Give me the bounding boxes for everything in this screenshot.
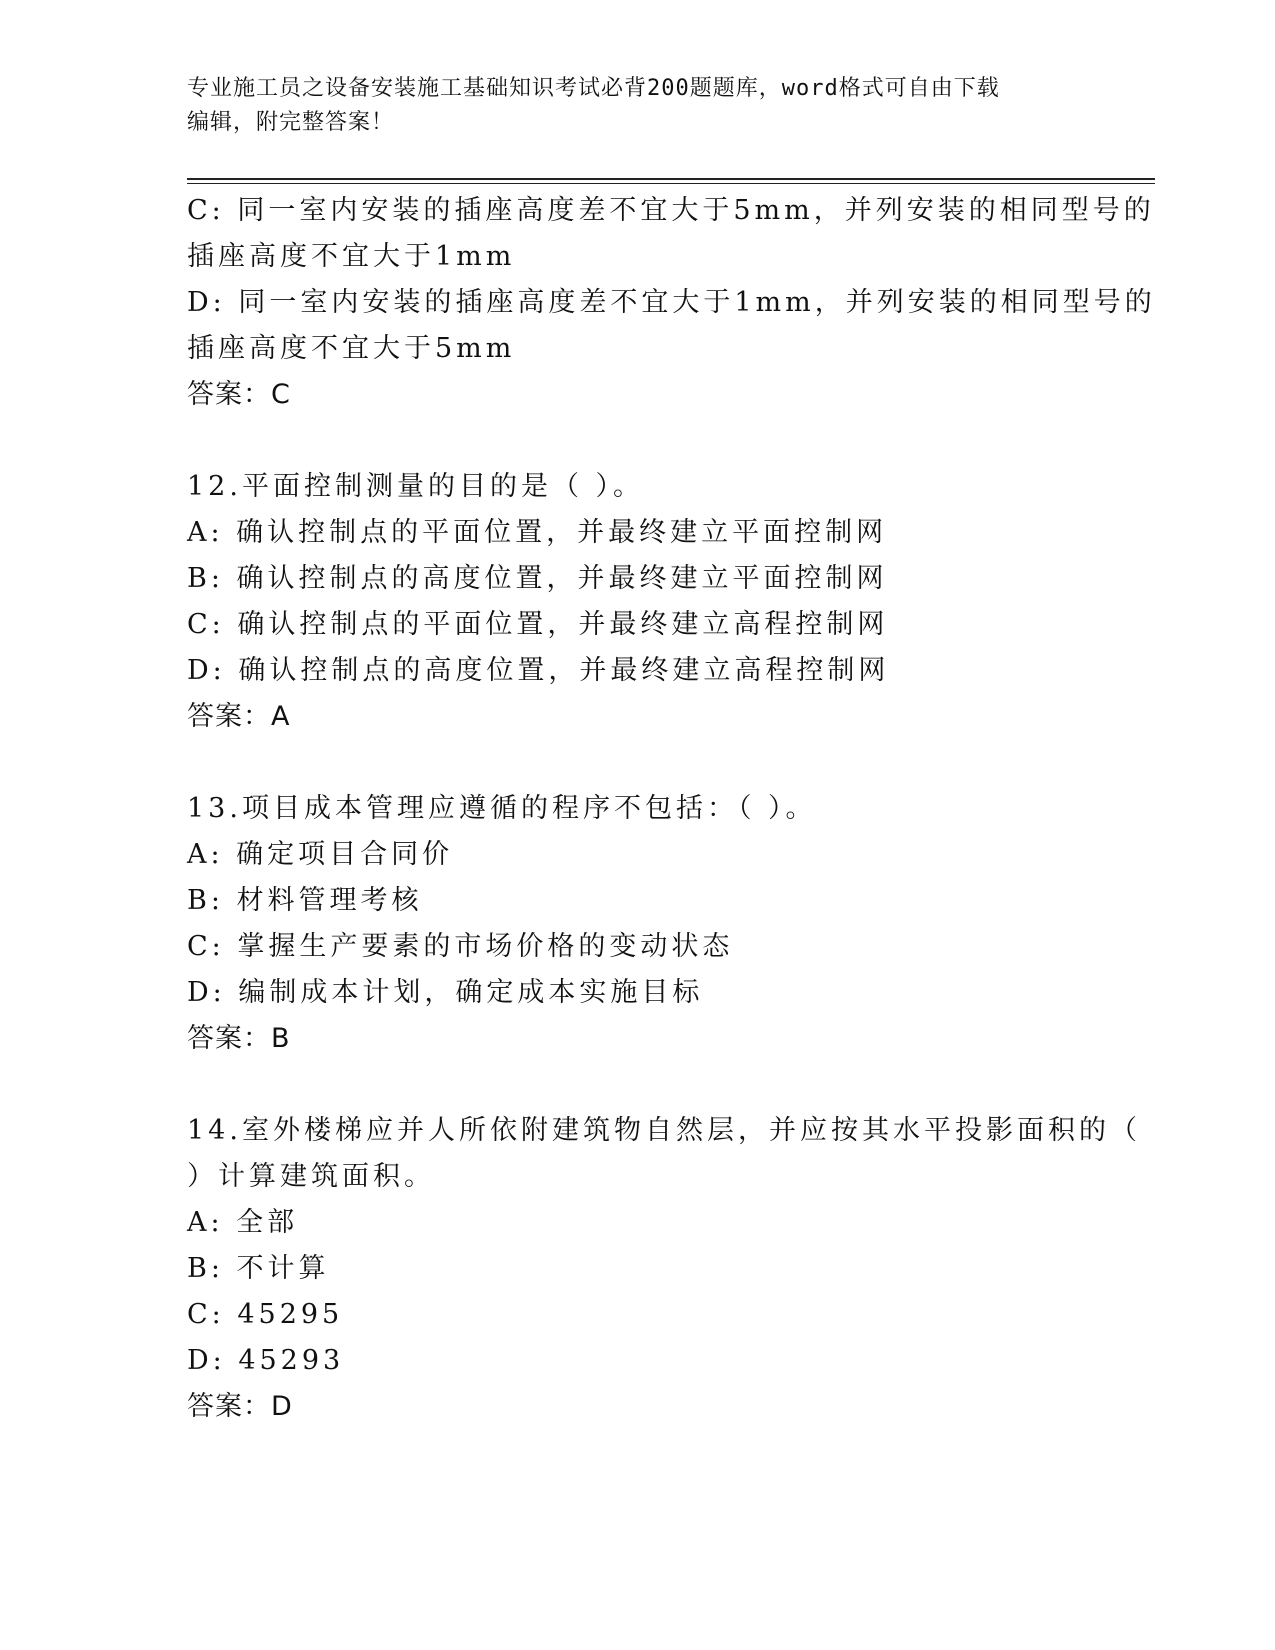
header-title-line-2: 编辑，附完整答案！	[187, 110, 395, 135]
document-header	[187, 72, 1087, 140]
answer: 答案：A	[187, 701, 291, 732]
header-rule-thick	[187, 178, 1155, 180]
option-c: C: 确认控制点的平面位置，并最终建立高程控制网	[187, 609, 889, 640]
answer: 答案：C	[187, 379, 291, 410]
question-14	[187, 1108, 1141, 1430]
option-b: B: 不计算	[187, 1253, 330, 1284]
question-text: 12.平面控制测量的目的是（ ）。	[187, 471, 645, 502]
option-d: D: 确认控制点的高度位置，并最终建立高程控制网	[187, 655, 890, 686]
option-c: C: 45295	[187, 1299, 344, 1330]
option-c-line-2: 插座高度不宜大于1mm	[187, 241, 516, 272]
option-a: A: 确认控制点的平面位置，并最终建立平面控制网	[187, 517, 888, 548]
header-title-line-1: 专业施工员之设备安装施工基础知识考试必背200题题库，word格式可自由下载	[187, 76, 1000, 101]
option-d-line-2: 插座高度不宜大于5mm	[187, 333, 516, 364]
option-d: D: 45293	[187, 1345, 345, 1376]
answer: 答案：D	[187, 1391, 293, 1422]
option-c-line-1: C: 同一室内安装的插座高度差不宜大于5mm，并列安装的相同型号的	[187, 195, 1155, 226]
option-d-line-1: D: 同一室内安装的插座高度差不宜大于1mm，并列安装的相同型号的	[187, 287, 1156, 318]
question-list	[187, 188, 1156, 1430]
spacer	[187, 740, 1087, 786]
question-text: 13.项目成本管理应遵循的程序不包括：（ ）。	[187, 793, 817, 824]
answer: 答案：B	[187, 1023, 291, 1054]
question-13	[187, 786, 1087, 1062]
option-d: D: 编制成本计划，确定成本实施目标	[187, 977, 704, 1008]
spacer	[187, 418, 1087, 464]
question-text-line-2: ）计算建筑面积。	[187, 1161, 435, 1192]
question-11	[187, 188, 1156, 418]
option-a: A: 全部	[187, 1207, 299, 1238]
option-c: C: 掌握生产要素的市场价格的变动状态	[187, 931, 734, 962]
option-b: B: 确认控制点的高度位置，并最终建立平面控制网	[187, 563, 888, 594]
spacer	[187, 1062, 1087, 1108]
question-text-line-1: 14.室外楼梯应并人所依附建筑物自然层，并应按其水平投影面积的（	[187, 1115, 1141, 1146]
header-rule-thin	[187, 183, 1155, 184]
option-b: B: 材料管理考核	[187, 885, 423, 916]
question-12	[187, 464, 1087, 740]
option-a: A: 确定项目合同价	[187, 839, 454, 870]
